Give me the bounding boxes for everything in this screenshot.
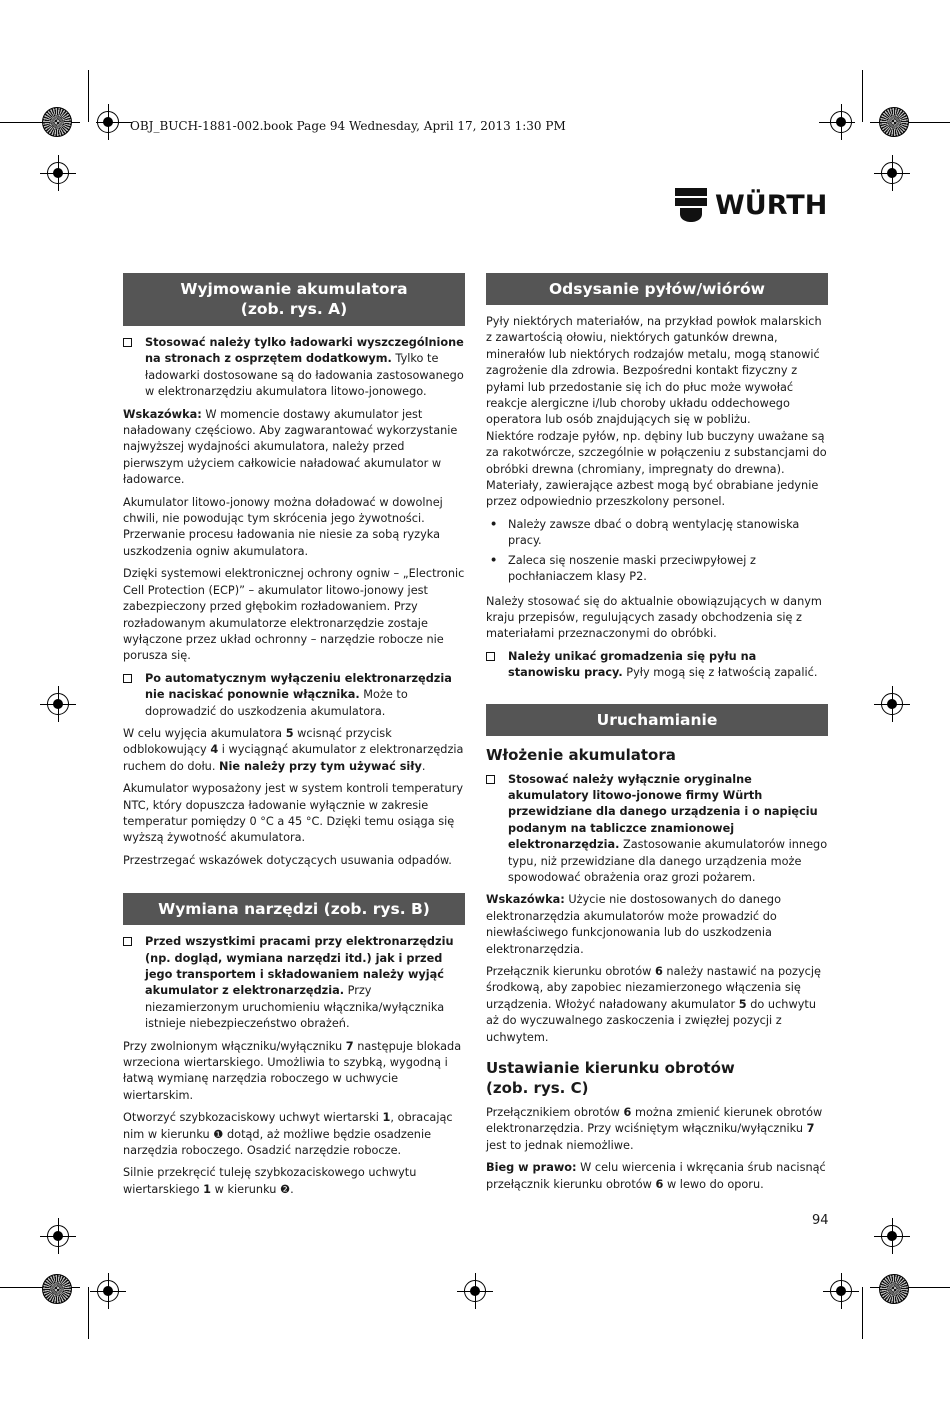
checkbox-bullet-icon: [486, 775, 495, 784]
note-label: Wskazówka:: [123, 407, 202, 421]
ref-number: 6: [655, 1177, 664, 1191]
registration-mark-icon: [97, 1280, 119, 1302]
subsection-title-line: (zob. rys. C): [486, 1079, 589, 1098]
warning-text: Może to doprowadzić do uszkodzenia akumulatora.: [145, 688, 408, 718]
ref-number: 6: [623, 1106, 632, 1120]
checkbox-bullet-icon: [123, 674, 132, 683]
paragraph: [123, 407, 465, 489]
registration-mark-icon: [830, 111, 852, 133]
text: Przełącznik kierunku obrotów: [486, 965, 655, 978]
paragraph: [486, 892, 828, 958]
paragraph: Dzięki systemowi elektronicznej ochrony ogniw – „Electronic Cell Protection (ECP)” – akumulator litowo-jonowy jest zabezpieczony przed głębokim rozładowaniem. Przy rozładowanym akumulatorze elektronarzędzie zostaje wyłączone przez układ ochronny – narzędzie robocze nie porusza się.: [123, 567, 465, 663]
list-item: [486, 553, 828, 586]
section-header-dust-extraction: Odsysanie pyłów/wiórów: [486, 273, 828, 305]
warning-text: Tylko te ładowarki dostosowane są do ładowania zastosowanego w elektronarzędziu akumulatora litowo-jonowego.: [145, 352, 464, 399]
warning-item: [486, 649, 828, 682]
right-column: [486, 273, 828, 1199]
ref-number: 5: [285, 726, 294, 740]
warning-item: [486, 772, 828, 887]
registration-mark-icon: [881, 1225, 903, 1247]
ref-number: 6: [654, 965, 663, 978]
text: należy nastawić na pozycję środkową, aby zapobiec niezamierzonego włączenia się urządzenia. Włożyć naładowany akumulator: [486, 965, 821, 1011]
subsection-title-line: Ustawianie kierunku obrotów: [486, 1059, 735, 1078]
section-header-battery-removal: [123, 273, 465, 326]
checkbox-bullet-icon: [123, 937, 132, 946]
text: Otworzyć szybkozaciskowy uchwyt wiertarski: [123, 1111, 383, 1125]
subsection-title: Włożenie akumulatora: [486, 745, 676, 764]
warning-text: Zastosowanie akumulatorów innego typu, niż przewidziane dla danego urządzenia może spowodować obrażenia oraz grozi pożarem.: [508, 838, 828, 884]
paragraph: [123, 726, 465, 775]
text: w lewo do oporu.: [663, 1177, 764, 1191]
paragraph: Akumulator litowo-jonowy można doładować w dowolnej chwili, nie powodując tym skrócenia jego żywotności. Przerwanie procesu ładowania nie niesie za sobą ryzyka uszkodzenia ogniw akumulatora.: [123, 495, 443, 558]
brand-name: WÜRTH: [715, 189, 828, 221]
wurth-logo-icon: [675, 188, 707, 222]
ref-number: 4: [210, 743, 219, 757]
brand-logo: [675, 188, 827, 222]
crop-mark: [862, 1287, 863, 1339]
crop-mark: [88, 1287, 89, 1339]
section-header-operation: Uruchamianie: [486, 704, 828, 736]
text: można zmienić kierunek obrotów elektronarzędzia. Przy wciśniętym włączniku/wyłączniku: [486, 1106, 823, 1136]
color-bar-rose-icon: [879, 1274, 909, 1304]
checkbox-bullet-icon: [123, 338, 132, 347]
list-text: Należy zawsze dbać o dobrą wentylację stanowiska pracy.: [508, 517, 800, 548]
bullet-dot-icon: •: [490, 553, 498, 567]
text: W celu wiercenia i wkręcania śrub nacisnąć przełącznik kierunku obrotów: [486, 1161, 826, 1191]
warning-text-bold: Stosować należy wyłącznie oryginalne akumulatory litowo-jonowe firmy Würth przewidziane dla danego urządzenia i o napięciu podanym na tabliczce znamionowej elektronarzędzia.: [508, 772, 818, 852]
section-title: (zob. rys. A): [240, 300, 348, 318]
paragraph: Należy stosować się do aktualnie obowiązujących w danym kraju przepisów, regulujących zasady obchodzenia się z materiałami przeznaczonymi do obróbki.: [486, 594, 822, 641]
registration-mark-icon: [47, 1225, 69, 1247]
book-header: OBJ_BUCH-1881-002.book Page 94 Wednesday, April 17, 2013 1:30 PM: [130, 119, 566, 133]
text: Przełącznikiem obrotów: [486, 1106, 624, 1120]
registration-mark-icon: [881, 162, 903, 184]
registration-mark-icon: [830, 1280, 852, 1302]
warning-item: [123, 335, 465, 401]
page-number: 94: [812, 1213, 829, 1228]
paragraph: Przestrzegać wskazówek dotyczących usuwania odpadów.: [123, 853, 452, 867]
paragraph: [486, 1105, 828, 1154]
registration-mark-icon: [97, 111, 119, 133]
text: , obracając nim w kierunku ❶ dotąd, aż możliwe będzie osadzenie narzędzia roboczego. Osadzić narzędzie robocze.: [123, 1111, 453, 1158]
note-label: Bieg w prawo:: [486, 1161, 577, 1175]
warning-text-bold: Stosować należy tylko ładowarki wyszczególnione na stronach z osprzętem dodatkowym.: [145, 336, 464, 366]
list-item: [486, 517, 828, 550]
paragraph: [123, 1110, 465, 1159]
paragraph: Pyły niektórych materiałów, na przykład powłok malarskich z zawartością ołowiu, niektórych gatunków drewna, minerałów lub niektórych rodzajów metalu, mogą stanowić zagrożenie dla zdrowia. Bezpośredni kontakt fizyczny z pyłami lub przedostanie się ich do płuc może wywołać reakcje alergiczne i/lub choroby układu oddechowego operatora lub osób znajdujących się w pobliżu.: [486, 315, 822, 427]
ref-number: 7: [806, 1122, 815, 1136]
text: wcisnąć przycisk odblokowujący: [123, 726, 392, 757]
warning-text: Pyły mogą się z łatwością zapalić.: [622, 666, 818, 680]
warning-text-bold: Po automatycznym wyłączeniu elektronarzędzia nie naciskać ponownie włącznika.: [145, 671, 452, 702]
bullet-dot-icon: •: [490, 517, 498, 531]
registration-mark-icon: [464, 1280, 486, 1302]
text: W celu wyjęcia akumulatora: [123, 726, 286, 740]
paragraph: [123, 1039, 465, 1105]
crop-mark: [88, 70, 89, 122]
text: i wyciągnąć akumulator z elektronarzędzia ruchem do dołu.: [123, 743, 464, 773]
list-text: Zaleca się noszenie maski przeciwpyłowej z pochłaniaczem klasy P2.: [508, 553, 756, 584]
text: następuje blokada wrzeciona wiertarskiego. Umożliwia to szybką, wygodną i łatwą wymianę narzędzia roboczego w uchwycie wiertarskim.: [123, 1039, 462, 1102]
crop-mark: [862, 70, 863, 122]
color-bar-rose-icon: [42, 1274, 72, 1304]
note-label: Wskazówka:: [486, 893, 565, 907]
checkbox-bullet-icon: [486, 652, 495, 661]
ref-number: 1: [382, 1111, 391, 1125]
text: .: [421, 759, 426, 773]
warning-item: [123, 671, 465, 720]
ref-number: 7: [345, 1039, 354, 1053]
registration-mark-icon: [47, 162, 69, 184]
paragraph: [486, 964, 828, 1046]
ref-number: 1: [203, 1182, 212, 1196]
paragraph: Niektóre rodzaje pyłów, np. dębiny lub buczyny uważane są za rakotwórcze, szczególnie w połączeniu z substancjami do obróbki drewna (chromiany, impregnaty do drewna). Materiały, zawierające azbest mogą być obrabiane jedynie przez odpowiednio przeszkolony personel.: [486, 429, 827, 509]
registration-mark-icon: [47, 693, 69, 715]
note-text: Użycie nie dostosowanych do danego elektronarzędzia akumulatorów może prowadzić do niewłaściwego funkcjonowania lub do uszkodzenia elektronarzędzia.: [486, 893, 781, 956]
text-bold: Nie należy przy tym używać siły: [219, 759, 422, 773]
text: do uchwytu aż do wyczuwalnego zaskoczenia i zwięzłej pozycji z uchwytem.: [486, 997, 816, 1044]
warning-text-bold: Należy unikać gromadzenia się pyłu na stanowisku pracy.: [508, 649, 757, 680]
text: jest to jednak niemożliwe.: [486, 1138, 634, 1152]
color-bar-rose-icon: [42, 107, 72, 137]
paragraph: [123, 1165, 465, 1198]
section-header-tool-change: Wymiana narzędzi (zob. rys. B): [123, 893, 465, 925]
warning-item: [123, 934, 465, 1032]
note-text: W momencie dostawy akumulator jest naładowany częściowo. Aby zagwarantować wykorzystanie najwyższej wydajności akumulatora, należy przed pierwszym użyciem całkowicie naładować akumulator w ładowarce.: [123, 407, 458, 487]
paragraph: [486, 1160, 828, 1193]
color-bar-rose-icon: [879, 107, 909, 137]
warning-text: Przy niezamierzonym uruchomieniu włącznika/wyłącznika istnieje niebezpieczeństwo obrażeń.: [145, 984, 445, 1031]
text: w kierunku ❷.: [211, 1182, 294, 1196]
registration-mark-icon: [881, 693, 903, 715]
text: Przy zwolnionym włączniku/wyłączniku: [123, 1039, 346, 1053]
ref-number: 5: [738, 997, 747, 1011]
section-title: Wyjmowanie akumulatora: [180, 280, 408, 298]
paragraph: Akumulator wyposażony jest w system kontroli temperatury NTC, który dopuszcza ładowanie wyłącznie w zakresie temperatur pomiędzy 0 °C a 45 °C. Dzięki temu osiąga się wyższą żywotność akumulatora.: [123, 782, 464, 845]
text: Silnie przekręcić tuleję szybkozaciskowego uchwytu wiertarskiego: [123, 1166, 417, 1196]
left-column: [123, 273, 465, 1204]
warning-text-bold: Przed wszystkimi pracami przy elektronarzędziu (np. dogląd, wymiana narzędzi itd.) jak i przed jego transportem i składowaniem należy wyjąć akumulator z elektronarzędzia.: [145, 935, 454, 998]
subsection-title: [486, 1058, 828, 1098]
